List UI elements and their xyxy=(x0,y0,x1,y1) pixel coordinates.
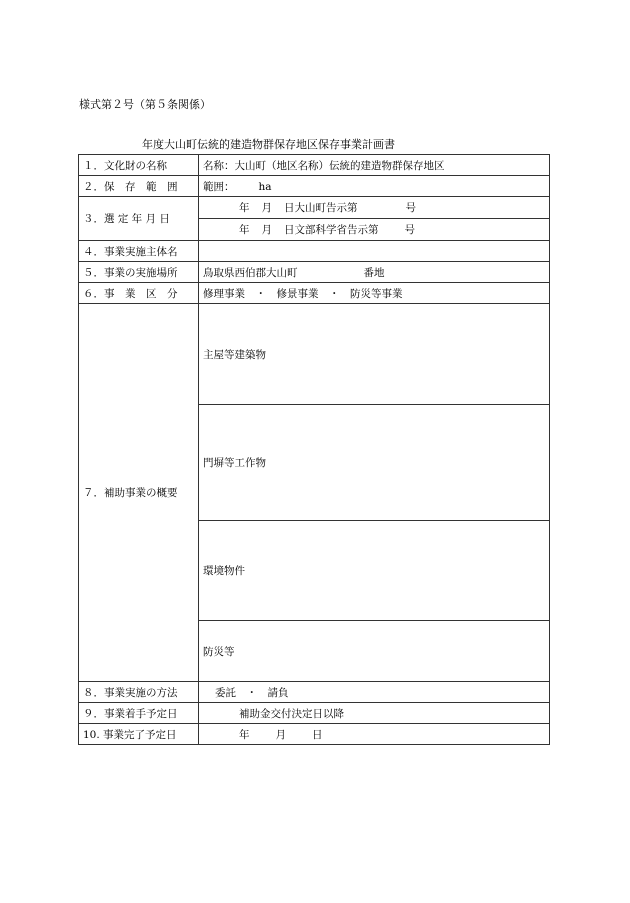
value-location xyxy=(199,262,550,283)
sel1-day: 日大山町告示第 xyxy=(284,202,358,214)
label-start-date: ９．事業着手予定日 xyxy=(79,703,199,724)
row-project-type xyxy=(79,283,550,304)
sel1-number: 号 xyxy=(405,202,416,214)
label-property-name: １．文化財の名称 xyxy=(79,155,199,176)
location-lot: 番地 xyxy=(363,266,385,279)
outline-gates-walls: 門塀等工作物 xyxy=(199,405,550,521)
sel1-month: 月 xyxy=(261,202,272,214)
label-end-date: 10. 事業完了予定日 xyxy=(79,724,199,745)
label-preservation-area: ２．保 存 範 囲 xyxy=(79,176,199,197)
row-implementing-body xyxy=(79,241,550,262)
label-implementing-body: ４．事業実施主体名 xyxy=(79,241,199,262)
form-number: 様式第２号（第５条関係） xyxy=(79,98,211,111)
value-property-name: 名称：大山町（地区名称）伝統的建造物群保存地区 xyxy=(199,155,550,176)
row-property-name xyxy=(79,155,550,176)
method-options: 委託 ・ 請負 xyxy=(215,686,289,699)
outline-environment: 環境物件 xyxy=(199,521,550,621)
start-date-text: 補助金交付決定日以降 xyxy=(239,707,344,720)
label-location: ５．事業の実施場所 xyxy=(79,262,199,283)
value-method xyxy=(199,682,550,703)
row-end-date xyxy=(79,724,550,745)
sel1-year: 年 xyxy=(239,202,250,214)
outline-main-buildings: 主屋等建築物 xyxy=(199,304,550,405)
document-title: 年度大山町伝統的建造物群保存地区保存事業計画書 xyxy=(142,138,395,151)
area-prefix: 範囲： xyxy=(203,180,235,193)
plan-table xyxy=(78,154,550,745)
label-project-type: ６．事 業 区 分 xyxy=(79,283,199,304)
row-location xyxy=(79,262,550,283)
row-start-date xyxy=(79,703,550,724)
row-outline-main xyxy=(79,304,550,405)
sel2-number: 号 xyxy=(404,224,415,236)
value-selection-date-town xyxy=(199,197,550,219)
row-preservation-area xyxy=(79,176,550,197)
end-month: 月 xyxy=(275,728,286,741)
value-selection-date-ministry xyxy=(199,219,550,241)
outline-disaster-prevention: 防災等 xyxy=(199,621,550,682)
row-method xyxy=(79,682,550,703)
value-start-date xyxy=(199,703,550,724)
location-address: 鳥取県西伯郡大山町 xyxy=(203,266,298,279)
value-project-type: 修理事業 ・ 修景事業 ・ 防災等事業 xyxy=(199,283,550,304)
value-implementing-body xyxy=(199,241,550,262)
label-selection-date: ３．選 定 年 月 日 xyxy=(79,197,199,241)
end-day: 日 xyxy=(312,728,323,741)
row-selection-date-1 xyxy=(79,197,550,219)
value-end-date xyxy=(199,724,550,745)
sel2-day: 日文部科学省告示第 xyxy=(284,224,379,236)
label-project-outline: ７．補助事業の概要 xyxy=(79,304,199,682)
sel2-month: 月 xyxy=(261,224,272,236)
area-unit: ha xyxy=(258,180,272,193)
sel2-year: 年 xyxy=(239,224,250,236)
label-method: ８．事業実施の方法 xyxy=(79,682,199,703)
end-year: 年 xyxy=(239,728,250,741)
value-preservation-area xyxy=(199,176,550,197)
